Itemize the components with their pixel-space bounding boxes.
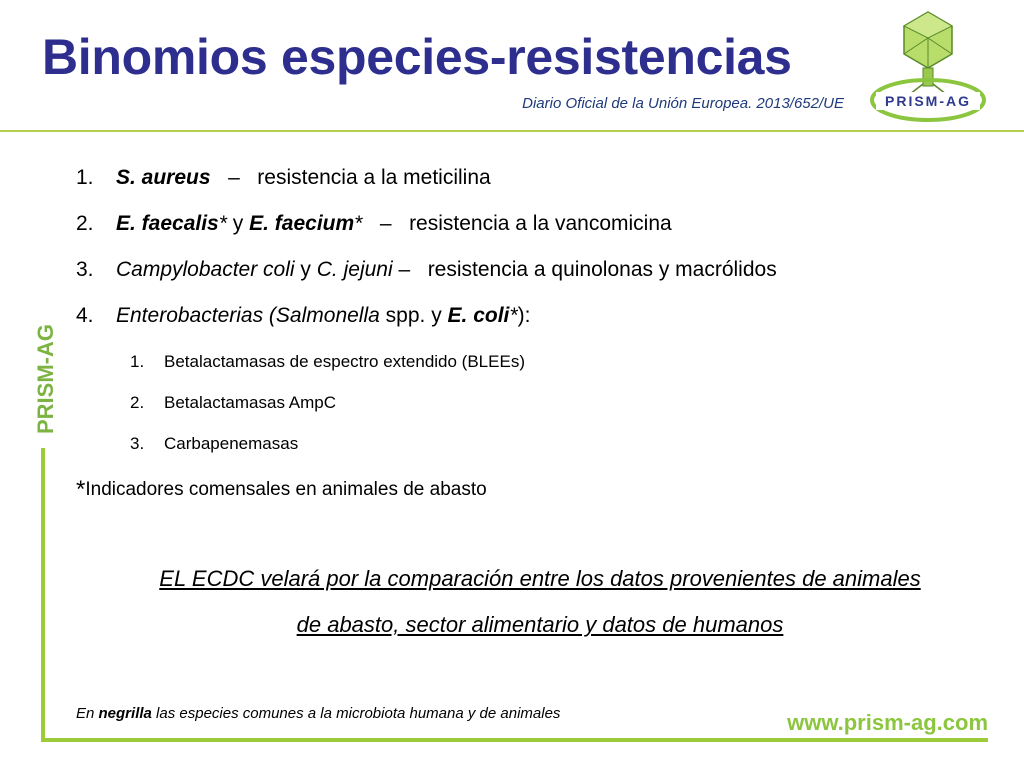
- prism-ag-logo: [868, 8, 988, 126]
- header-divider: [0, 130, 1024, 132]
- indicator-note: *Indicadores comensales en animales de abasto: [76, 476, 487, 503]
- ecdc-statement-line2: de abasto, sector alimentario y datos de humanos: [296, 612, 784, 637]
- virus-icon: [868, 8, 988, 126]
- list-item: 2. E. faecalis* y E. faecium* – resistencia a la vancomicina: [76, 212, 672, 235]
- bottom-border: [41, 738, 988, 742]
- list-item: 3. Campylobacter coli y C. jejuni – resistencia a quinolonas y macrólidos: [76, 258, 777, 281]
- footnote: En negrilla las especies comunes a la microbiota humana y de animales: [76, 705, 561, 722]
- sub-list-item: 1. Betalactamasas de espectro extendido (BLEEs): [130, 352, 525, 371]
- side-border-vertical: [41, 448, 45, 742]
- ecdc-statement-line1: EL ECDC velará por la comparación entre los datos provenientes de animales: [159, 566, 921, 591]
- website-link[interactable]: www.prism-ag.com: [787, 710, 988, 735]
- slide-title: Binomios especies-resistencias: [42, 29, 792, 85]
- sub-list-item: 2. Betalactamasas AmpC: [130, 393, 336, 412]
- side-brand-label: PRISM-AG: [33, 324, 58, 434]
- list-item: 1. S. aureus – resistencia a la meticilina: [76, 166, 491, 189]
- list-item: 4. Enterobacterias (Salmonella spp. y E. coli*):: [76, 304, 531, 327]
- sub-list-item: 3. Carbapenemasas: [130, 434, 299, 453]
- source-reference: Diario Oficial de la Unión Europea. 2013/652/UE: [522, 95, 844, 112]
- logo-text: PRISM-AG: [885, 93, 971, 109]
